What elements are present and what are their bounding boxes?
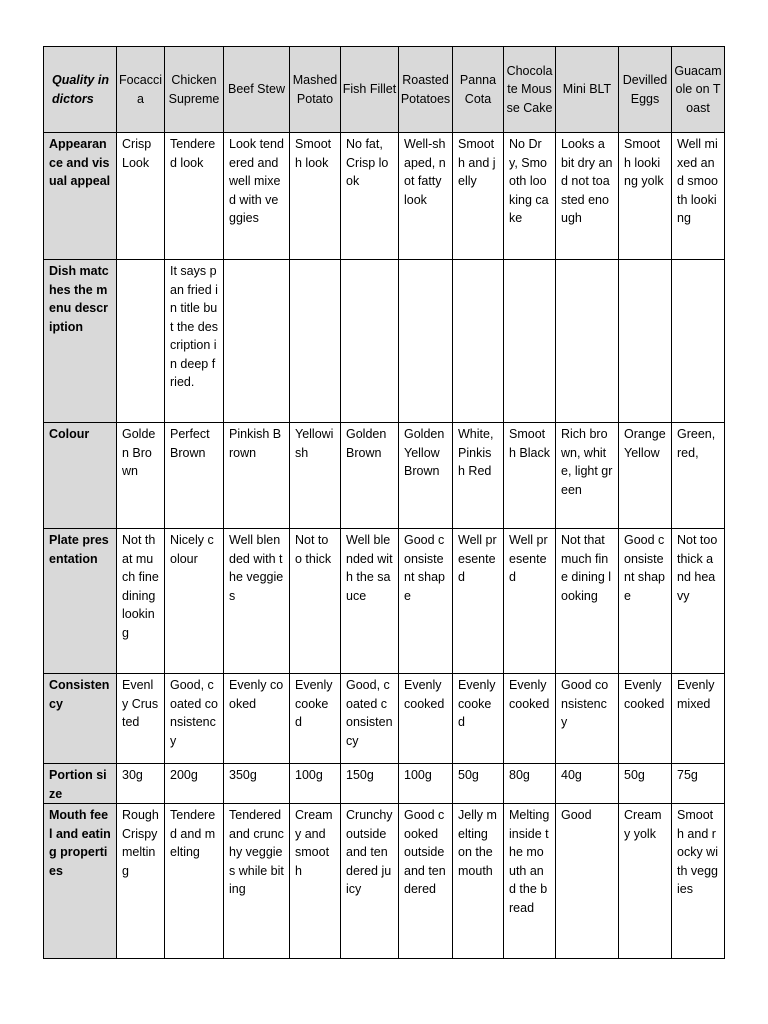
table-cell	[399, 260, 453, 423]
row-consistency	[44, 674, 725, 764]
column-header-guacamole-on-toast: Guacamole on Toast	[672, 47, 725, 133]
table-cell: Well blended with the sauce	[341, 529, 399, 674]
table-cell: Evenly cooked	[453, 674, 504, 764]
table-cell: Crisp Look	[117, 133, 165, 260]
table-cell: 75g	[672, 764, 725, 804]
table-cell	[672, 260, 725, 423]
table-cell: Good cooked outside and tendered	[399, 804, 453, 959]
row-label: Dish matches the menu description	[44, 260, 117, 423]
corner-header: Quality indictors	[44, 47, 117, 133]
column-header-chocolate-mousse-cake: Chocolate Mousse Cake	[504, 47, 556, 133]
table-cell: 80g	[504, 764, 556, 804]
table-cell: Not that much fine dining looking	[117, 529, 165, 674]
table-cell: Evenly cooked	[504, 674, 556, 764]
table-cell: Well mixed and smooth looking	[672, 133, 725, 260]
table-cell: Evenly cooked	[619, 674, 672, 764]
table-cell: Smooth and jelly	[453, 133, 504, 260]
column-header-mashed-potato: Mashed Potato	[290, 47, 341, 133]
table-cell	[341, 260, 399, 423]
table-cell: Smooth and rocky with veggies	[672, 804, 725, 959]
table-cell	[117, 260, 165, 423]
table-cell: 40g	[556, 764, 619, 804]
table-cell: Smooth look	[290, 133, 341, 260]
row-label: Consistency	[44, 674, 117, 764]
table-cell: Evenly Crusted	[117, 674, 165, 764]
table-cell: Evenly cooked	[399, 674, 453, 764]
table-cell: Evenly cooked	[224, 674, 290, 764]
table-cell: Creamy and smooth	[290, 804, 341, 959]
table-cell: Not that much fine dining looking	[556, 529, 619, 674]
table-cell: Melting inside the mouth and the bread	[504, 804, 556, 959]
table-cell	[556, 260, 619, 423]
table-cell: 50g	[453, 764, 504, 804]
table-cell: Tendered and crunchy veggies while biting	[224, 804, 290, 959]
table-cell: Nicely colour	[165, 529, 224, 674]
table-cell: Golden Yellow Brown	[399, 423, 453, 529]
table-cell: It says pan fried in title but the description in deep fried.	[165, 260, 224, 423]
table-cell: 200g	[165, 764, 224, 804]
table-cell: Good consistency	[556, 674, 619, 764]
table-cell: White, Pinkish Red	[453, 423, 504, 529]
header-row	[44, 47, 725, 133]
row-mouth-feel	[44, 804, 725, 959]
table-cell: 50g	[619, 764, 672, 804]
quality-indicators-table	[43, 46, 725, 959]
column-header-beef-stew: Beef Stew	[224, 47, 290, 133]
table-cell: No Dry, Smooth looking cake	[504, 133, 556, 260]
table-cell: Not too thick and heavy	[672, 529, 725, 674]
row-label: Colour	[44, 423, 117, 529]
table-cell: Jelly melting on the mouth	[453, 804, 504, 959]
table-cell: Rough Crispy melting	[117, 804, 165, 959]
table-cell: Evenly mixed	[672, 674, 725, 764]
table-cell: Orange Yellow	[619, 423, 672, 529]
table-cell: 350g	[224, 764, 290, 804]
row-appearance	[44, 133, 725, 260]
table-cell: Smooth looking yolk	[619, 133, 672, 260]
table-cell: Look tendered and well mixed with veggies	[224, 133, 290, 260]
table-cell: Golden Brown	[341, 423, 399, 529]
table-cell: Tendered and melting	[165, 804, 224, 959]
table-cell: 100g	[290, 764, 341, 804]
table-cell: Well-shaped, not fatty look	[399, 133, 453, 260]
table-cell: Not too thick	[290, 529, 341, 674]
table-cell: Creamy yolk	[619, 804, 672, 959]
table-cell: Well presented	[504, 529, 556, 674]
row-portion-size	[44, 764, 725, 804]
table-cell: 100g	[399, 764, 453, 804]
table-cell: Rich brown, white, light green	[556, 423, 619, 529]
table-cell: Tendered look	[165, 133, 224, 260]
table-cell: Good, coated consistency	[341, 674, 399, 764]
table-cell	[504, 260, 556, 423]
table-cell: Golden Brown	[117, 423, 165, 529]
table-cell	[453, 260, 504, 423]
column-header-devilled-eggs: Devilled Eggs	[619, 47, 672, 133]
column-header-fish-fillet: Fish Fillet	[341, 47, 399, 133]
table-cell	[224, 260, 290, 423]
table-cell: Good	[556, 804, 619, 959]
table-cell: 30g	[117, 764, 165, 804]
table-cell: Smooth Black	[504, 423, 556, 529]
row-plate-presentation	[44, 529, 725, 674]
table-cell: Yellowish	[290, 423, 341, 529]
column-header-chicken-supreme: Chicken Supreme	[165, 47, 224, 133]
table-cell: Good consistent shape	[619, 529, 672, 674]
row-label: Plate presentation	[44, 529, 117, 674]
table-cell: Green, red,	[672, 423, 725, 529]
row-label: Portion size	[44, 764, 117, 804]
table-cell: Well blended with the veggies	[224, 529, 290, 674]
table-cell: No fat, Crisp look	[341, 133, 399, 260]
table-cell: Looks a bit dry and not toasted enough	[556, 133, 619, 260]
row-label: Mouth feel and eating properties	[44, 804, 117, 959]
row-label: Appearance and visual appeal	[44, 133, 117, 260]
table-cell	[290, 260, 341, 423]
table-cell: Perfect Brown	[165, 423, 224, 529]
row-colour	[44, 423, 725, 529]
table-cell: Evenly cooked	[290, 674, 341, 764]
table-cell: Good consistent shape	[399, 529, 453, 674]
column-header-roasted-potatoes: Roasted Potatoes	[399, 47, 453, 133]
table-cell: 150g	[341, 764, 399, 804]
column-header-focaccia: Focaccia	[117, 47, 165, 133]
column-header-mini-blt: Mini BLT	[556, 47, 619, 133]
column-header-panna-cota: Panna Cota	[453, 47, 504, 133]
table-cell: Well presented	[453, 529, 504, 674]
table-cell: Pinkish Brown	[224, 423, 290, 529]
table-cell: Crunchy outside and tendered juicy	[341, 804, 399, 959]
row-menu-description	[44, 260, 725, 423]
table-cell	[619, 260, 672, 423]
table-cell: Good, coated consistency	[165, 674, 224, 764]
